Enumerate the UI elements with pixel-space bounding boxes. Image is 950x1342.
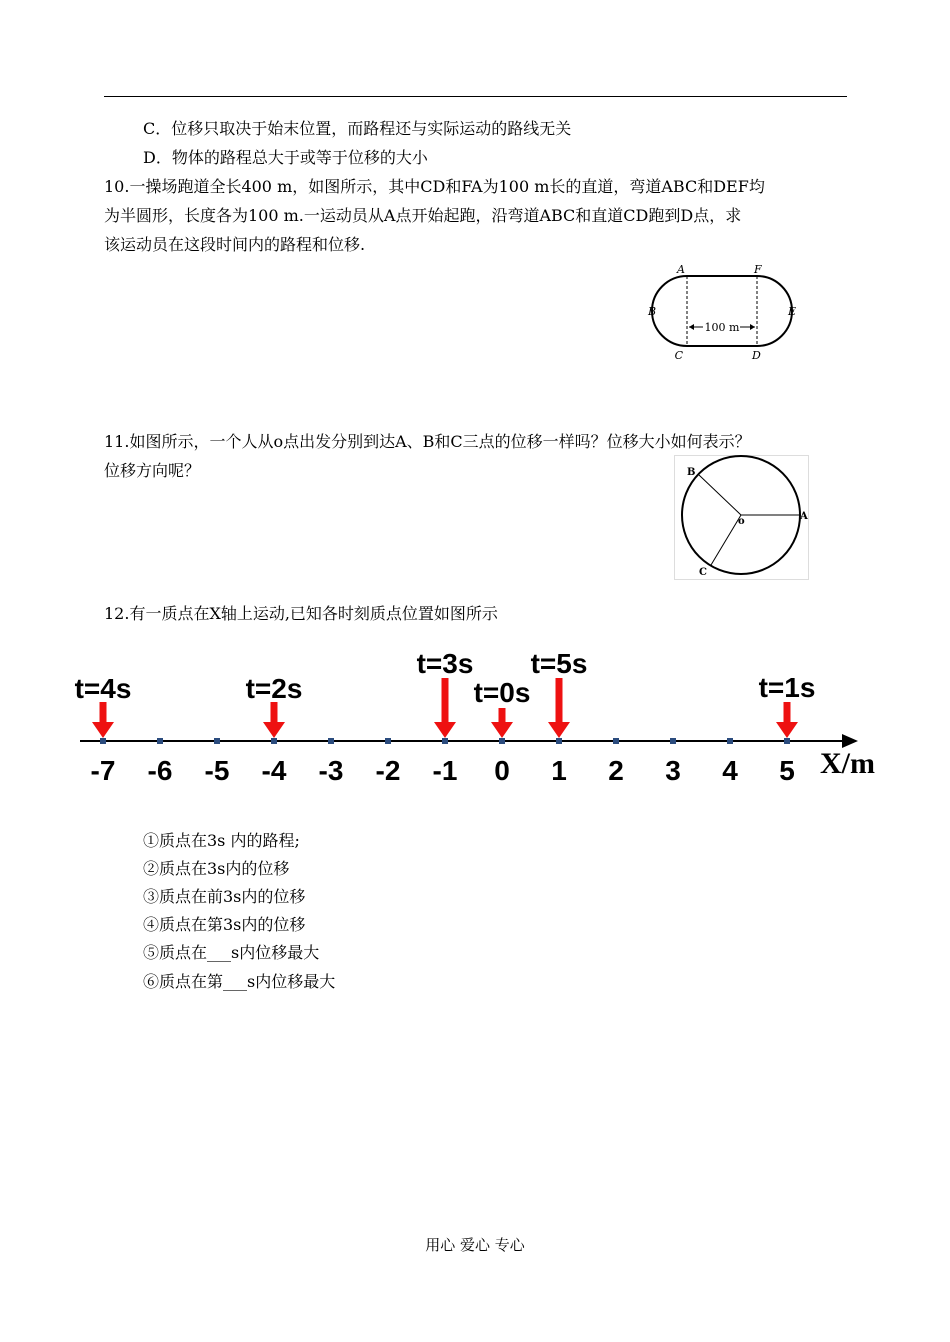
time-label: t=3s <box>416 648 474 679</box>
time-arrow-head <box>263 722 285 738</box>
track-point-e: E <box>788 305 797 318</box>
question-10-line-2: 为半圆形，长度各为100 m.一运动员从A点开始起跑，沿弯道ABC和直道CD跑到D点，求 <box>104 206 742 225</box>
axis-tick-mark <box>214 738 220 744</box>
subquestion-3: ③质点在前3s内的位移 <box>143 887 306 906</box>
time-arrow-head <box>434 722 456 738</box>
axis-tick-label: 1 <box>551 755 567 786</box>
axis-tick-mark <box>271 738 277 744</box>
question-10-line-1: 10.一操场跑道全长400 m，如图所示，其中CD和FA为100 m长的直道，弯道ABC和DEF均 <box>104 177 765 196</box>
axis-tick-label: 2 <box>608 755 624 786</box>
subquestion-2: ②质点在3s内的位移 <box>143 859 290 878</box>
time-arrow-head <box>776 722 798 738</box>
time-arrow-shaft <box>442 678 449 722</box>
time-arrow-shaft <box>784 702 791 722</box>
axis-tick-mark <box>157 738 163 744</box>
axis-tick-label: -1 <box>432 755 458 786</box>
axis-tick-label: -6 <box>147 755 173 786</box>
track-diagram <box>640 262 805 364</box>
question-12: 12.有一质点在X轴上运动,已知各时刻质点位置如图所示 <box>104 604 498 623</box>
axis-tick-mark <box>670 738 676 744</box>
time-arrow-head <box>548 722 570 738</box>
circle-center-o: o <box>738 516 745 527</box>
time-arrow-head <box>491 722 513 738</box>
axis-tick-mark <box>499 738 505 744</box>
axis-tick-mark <box>100 738 106 744</box>
axis-tick-label: -5 <box>204 755 230 786</box>
question-11-line-2: 位移方向呢？ <box>104 461 201 480</box>
page-footer: 用心 爱心 专心 <box>425 1236 525 1254</box>
time-arrow-shaft <box>556 678 563 722</box>
track-point-c: C <box>674 349 683 362</box>
time-arrow-shaft <box>499 708 506 722</box>
time-label: t=2s <box>245 673 303 704</box>
circle-point-b: B <box>687 467 696 478</box>
time-label: t=5s <box>530 648 588 679</box>
option-d: D．物体的路程总大于或等于位移的大小 <box>143 148 428 167</box>
track-point-b: B <box>648 305 657 318</box>
axis-tick-label: 5 <box>779 755 795 786</box>
x-axis-unit: X/m <box>820 747 875 780</box>
axis-tick-label: -2 <box>375 755 401 786</box>
subquestion-1: ①质点在3s 内的路程; <box>143 831 300 850</box>
time-label: t=4s <box>74 673 132 704</box>
subquestion-5: ⑤质点在___s内位移最大 <box>143 943 320 962</box>
track-point-a: A <box>677 263 685 276</box>
axis-tick-mark <box>442 738 448 744</box>
axis-tick-label: -4 <box>261 755 287 786</box>
option-c: C．位移只取决于始末位置，而路程还与实际运动的路线无关 <box>143 119 572 138</box>
question-10-line-3: 该运动员在这段时间内的路程和位移. <box>104 235 366 254</box>
axis-tick-mark <box>556 738 562 744</box>
axis-tick-label: -7 <box>90 755 116 786</box>
circle-point-a: A <box>800 511 808 522</box>
header-rule <box>104 96 847 97</box>
axis-tick-mark <box>385 738 391 744</box>
x-axis-arrowhead <box>842 734 858 748</box>
number-line-diagram <box>0 640 950 800</box>
time-label: t=1s <box>758 672 816 703</box>
axis-tick-mark <box>613 738 619 744</box>
axis-tick-label: -3 <box>318 755 344 786</box>
axis-tick-mark <box>727 738 733 744</box>
time-arrow-shaft <box>271 702 278 722</box>
circle-point-c: C <box>699 567 707 578</box>
time-label: t=0s <box>473 677 531 708</box>
circle-diagram <box>674 455 809 580</box>
question-11-line-1: 11.如图所示，一个人从o点出发分别到达A、B和C三点的位移一样吗？位移大小如何表示？ <box>104 432 751 451</box>
track-point-d: D <box>752 349 761 362</box>
time-arrow-head <box>92 722 114 738</box>
subquestion-6: ⑥质点在第___s内位移最大 <box>143 972 336 991</box>
subquestion-4: ④质点在第3s内的位移 <box>143 915 306 934</box>
axis-tick-mark <box>328 738 334 744</box>
track-length-label: 100 m <box>704 321 740 334</box>
time-arrow-shaft <box>100 702 107 722</box>
track-point-f: F <box>754 263 762 276</box>
axis-tick-mark <box>784 738 790 744</box>
axis-tick-label: 0 <box>494 755 510 786</box>
axis-tick-label: 4 <box>722 755 738 786</box>
axis-tick-label: 3 <box>665 755 681 786</box>
